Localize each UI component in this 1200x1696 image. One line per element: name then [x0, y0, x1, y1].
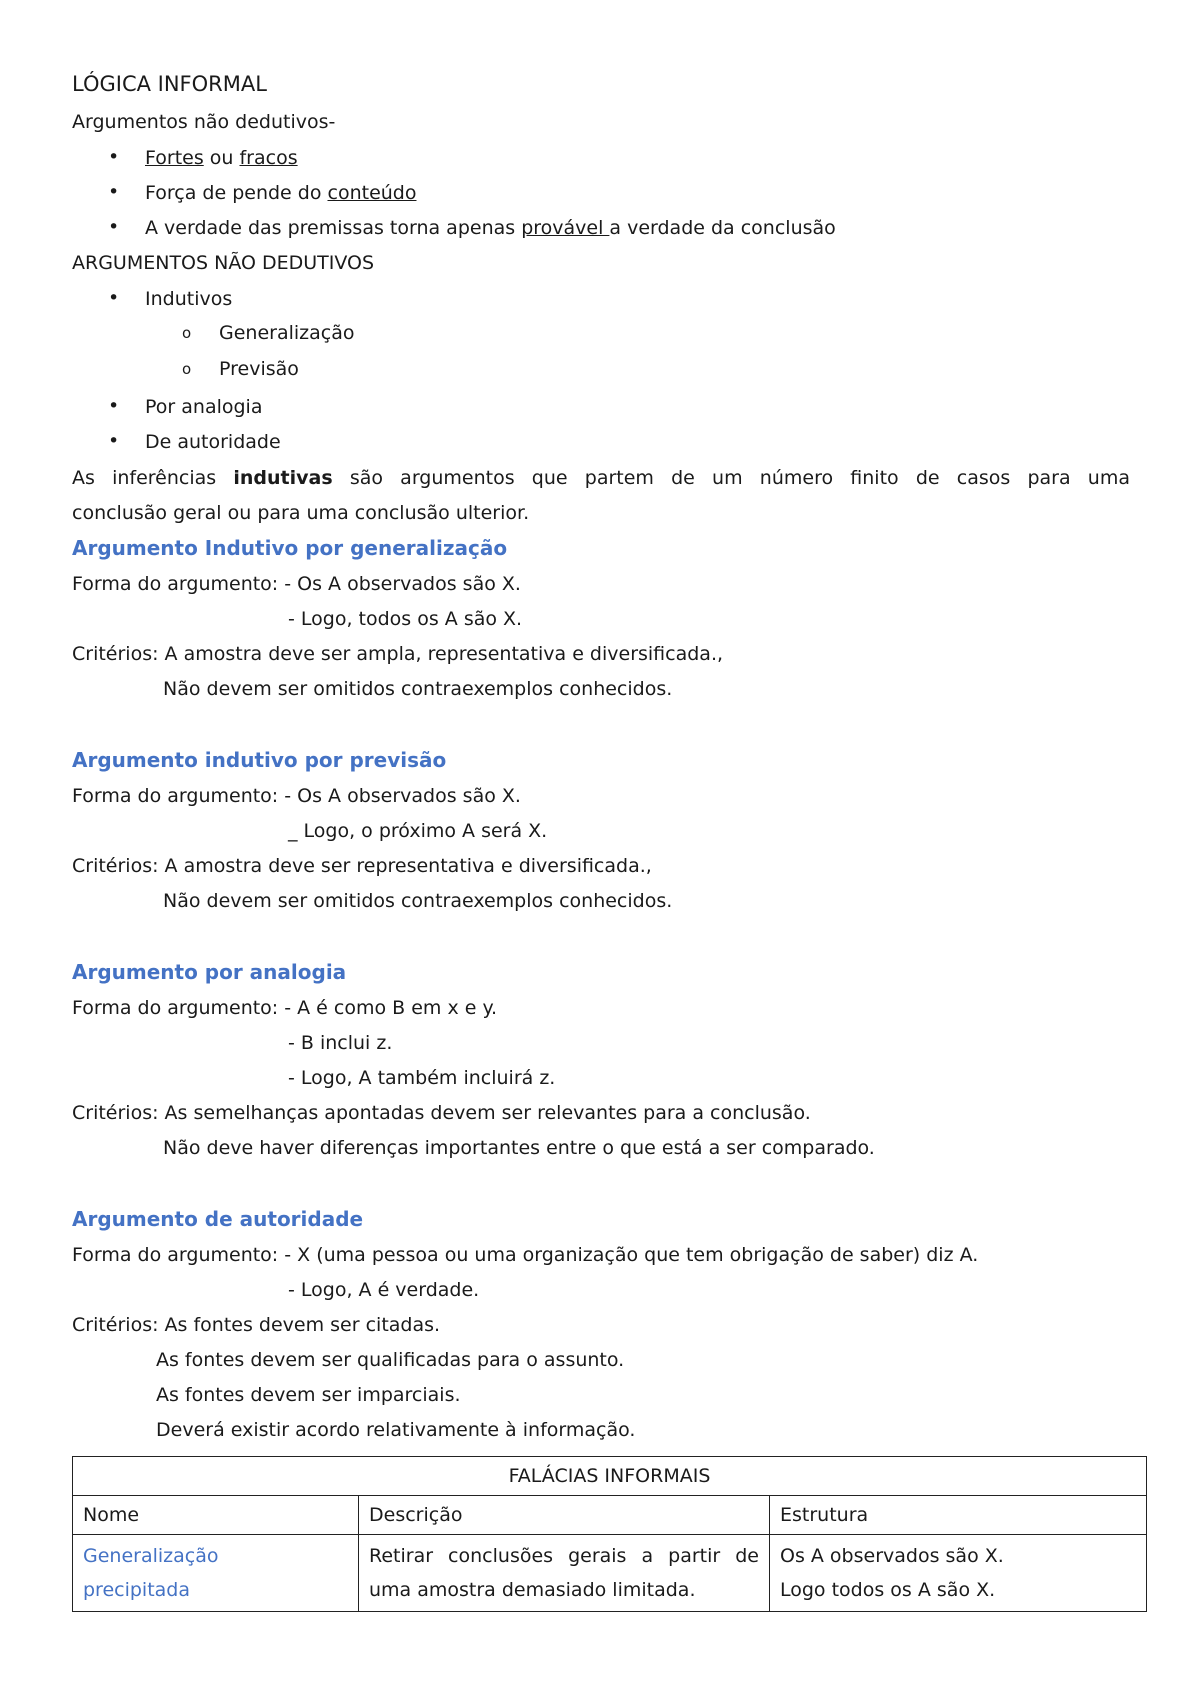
bullet-marker: • — [108, 146, 120, 168]
document-title: LÓGICA INFORMAL — [72, 72, 267, 96]
autoridade-forma-1: Forma do argumento: - X (uma pessoa ou uma organização que tem obrigação de saber) diz A. — [72, 1244, 979, 1266]
sub-bullet-marker: o — [182, 324, 192, 342]
autoridade-criterios-3: As fontes devem ser imparciais. — [156, 1384, 461, 1406]
types-heading: ARGUMENTOS NÃO DEDUTIVOS — [72, 252, 375, 274]
autoridade-criterios-2: As fontes devem ser qualificadas para o assunto. — [156, 1349, 625, 1371]
generalizacao-criterios-2: Não devem ser omitidos contraexemplos conhecidos. — [163, 678, 673, 700]
cell-description — [359, 1535, 770, 1612]
header-estrutura: Estrutura — [770, 1496, 1147, 1535]
word-fortes: Fortes — [145, 147, 204, 169]
word-indutivas: indutivas — [233, 467, 333, 489]
text-conclusao: a verdade da conclusão — [609, 217, 836, 239]
word-ou: ou — [203, 147, 240, 169]
table-caption-row — [73, 1457, 1147, 1496]
bullet-fortes-fracos — [145, 146, 298, 170]
cell-structure — [770, 1535, 1147, 1612]
type-autoridade: De autoridade — [145, 431, 281, 453]
analogia-forma-3: - Logo, A também incluirá z. — [288, 1067, 556, 1089]
heading-previsao: Argumento indutivo por previsão — [72, 748, 447, 772]
previsao-forma-2: _ Logo, o próximo A será X. — [288, 820, 548, 842]
sub-bullet-marker: o — [182, 360, 192, 378]
table-row — [73, 1535, 1147, 1612]
generalizacao-forma-2: - Logo, todos os A são X. — [288, 608, 523, 630]
word-conteudo: conteúdo — [327, 182, 417, 204]
bullet-marker: • — [108, 216, 120, 238]
inferences-paragraph-line2: conclusão geral ou para uma conclusão ulterior. — [72, 502, 530, 524]
header-descricao: Descrição — [359, 1496, 770, 1535]
inferences-paragraph-line1 — [72, 466, 1130, 490]
type-analogia: Por analogia — [145, 396, 263, 418]
generalizacao-criterios-1: Critérios: A amostra deve ser ampla, representativa e diversificada., — [72, 643, 724, 665]
text-as-inferencias: As inferências — [72, 467, 234, 489]
intro-heading: Argumentos não dedutivos- — [72, 111, 336, 133]
bullet-marker: • — [108, 287, 120, 309]
table-header-row — [73, 1496, 1147, 1535]
type-generalizacao: Generalização — [219, 322, 355, 344]
bullet-marker: • — [108, 430, 120, 452]
text-forca: Força de pende do — [145, 182, 328, 204]
word-fracos: fracos — [239, 147, 298, 169]
text-sao-argumentos: são argumentos que partem de um número finito de casos para uma — [332, 467, 1130, 489]
heading-generalizacao: Argumento Indutivo por generalização — [72, 536, 508, 560]
type-indutivos: Indutivos — [145, 288, 233, 310]
autoridade-criterios-4: Deverá existir acordo relativamente à informação. — [156, 1419, 636, 1441]
bullet-marker: • — [108, 181, 120, 203]
struct-line-1: Os A observados são X. — [780, 1545, 1004, 1567]
bullet-forca-conteudo — [145, 181, 416, 205]
type-previsao: Previsão — [219, 358, 299, 380]
desc-line-2: uma amostra demasiado limitada. — [369, 1579, 696, 1601]
previsao-criterios-1: Critérios: A amostra deve ser representativa e diversificada., — [72, 855, 652, 877]
heading-autoridade: Argumento de autoridade — [72, 1207, 364, 1231]
cell-name — [73, 1535, 359, 1612]
text-verdade: A verdade das premissas torna apenas — [145, 217, 522, 239]
autoridade-criterios-1: Critérios: As fontes devem ser citadas. — [72, 1314, 441, 1336]
word-provavel: provável — [521, 217, 610, 239]
heading-analogia: Argumento por analogia — [72, 960, 347, 984]
generalizacao-forma-1: Forma do argumento: - Os A observados são X. — [72, 573, 521, 595]
analogia-criterios-2: Não deve haver diferenças importantes entre o que está a ser comparado. — [163, 1137, 875, 1159]
name-line-1: Generalização — [83, 1545, 219, 1567]
bullet-verdade-premissas — [145, 216, 836, 240]
bullet-marker: • — [108, 395, 120, 417]
falacias-table — [72, 1456, 1147, 1612]
analogia-criterios-1: Critérios: As semelhanças apontadas devem ser relevantes para a conclusão. — [72, 1102, 811, 1124]
analogia-forma-2: - B inclui z. — [288, 1032, 393, 1054]
autoridade-forma-2: - Logo, A é verdade. — [288, 1279, 480, 1301]
previsao-criterios-2: Não devem ser omitidos contraexemplos conhecidos. — [163, 890, 673, 912]
header-nome: Nome — [73, 1496, 359, 1535]
analogia-forma-1: Forma do argumento: - A é como B em x e y. — [72, 997, 498, 1019]
struct-line-2: Logo todos os A são X. — [780, 1579, 996, 1601]
previsao-forma-1: Forma do argumento: - Os A observados são X. — [72, 785, 521, 807]
table-caption: FALÁCIAS INFORMAIS — [73, 1457, 1147, 1496]
name-line-2: precipitada — [83, 1579, 191, 1601]
desc-line-1: Retirar conclusões gerais a partir de — [369, 1545, 759, 1567]
